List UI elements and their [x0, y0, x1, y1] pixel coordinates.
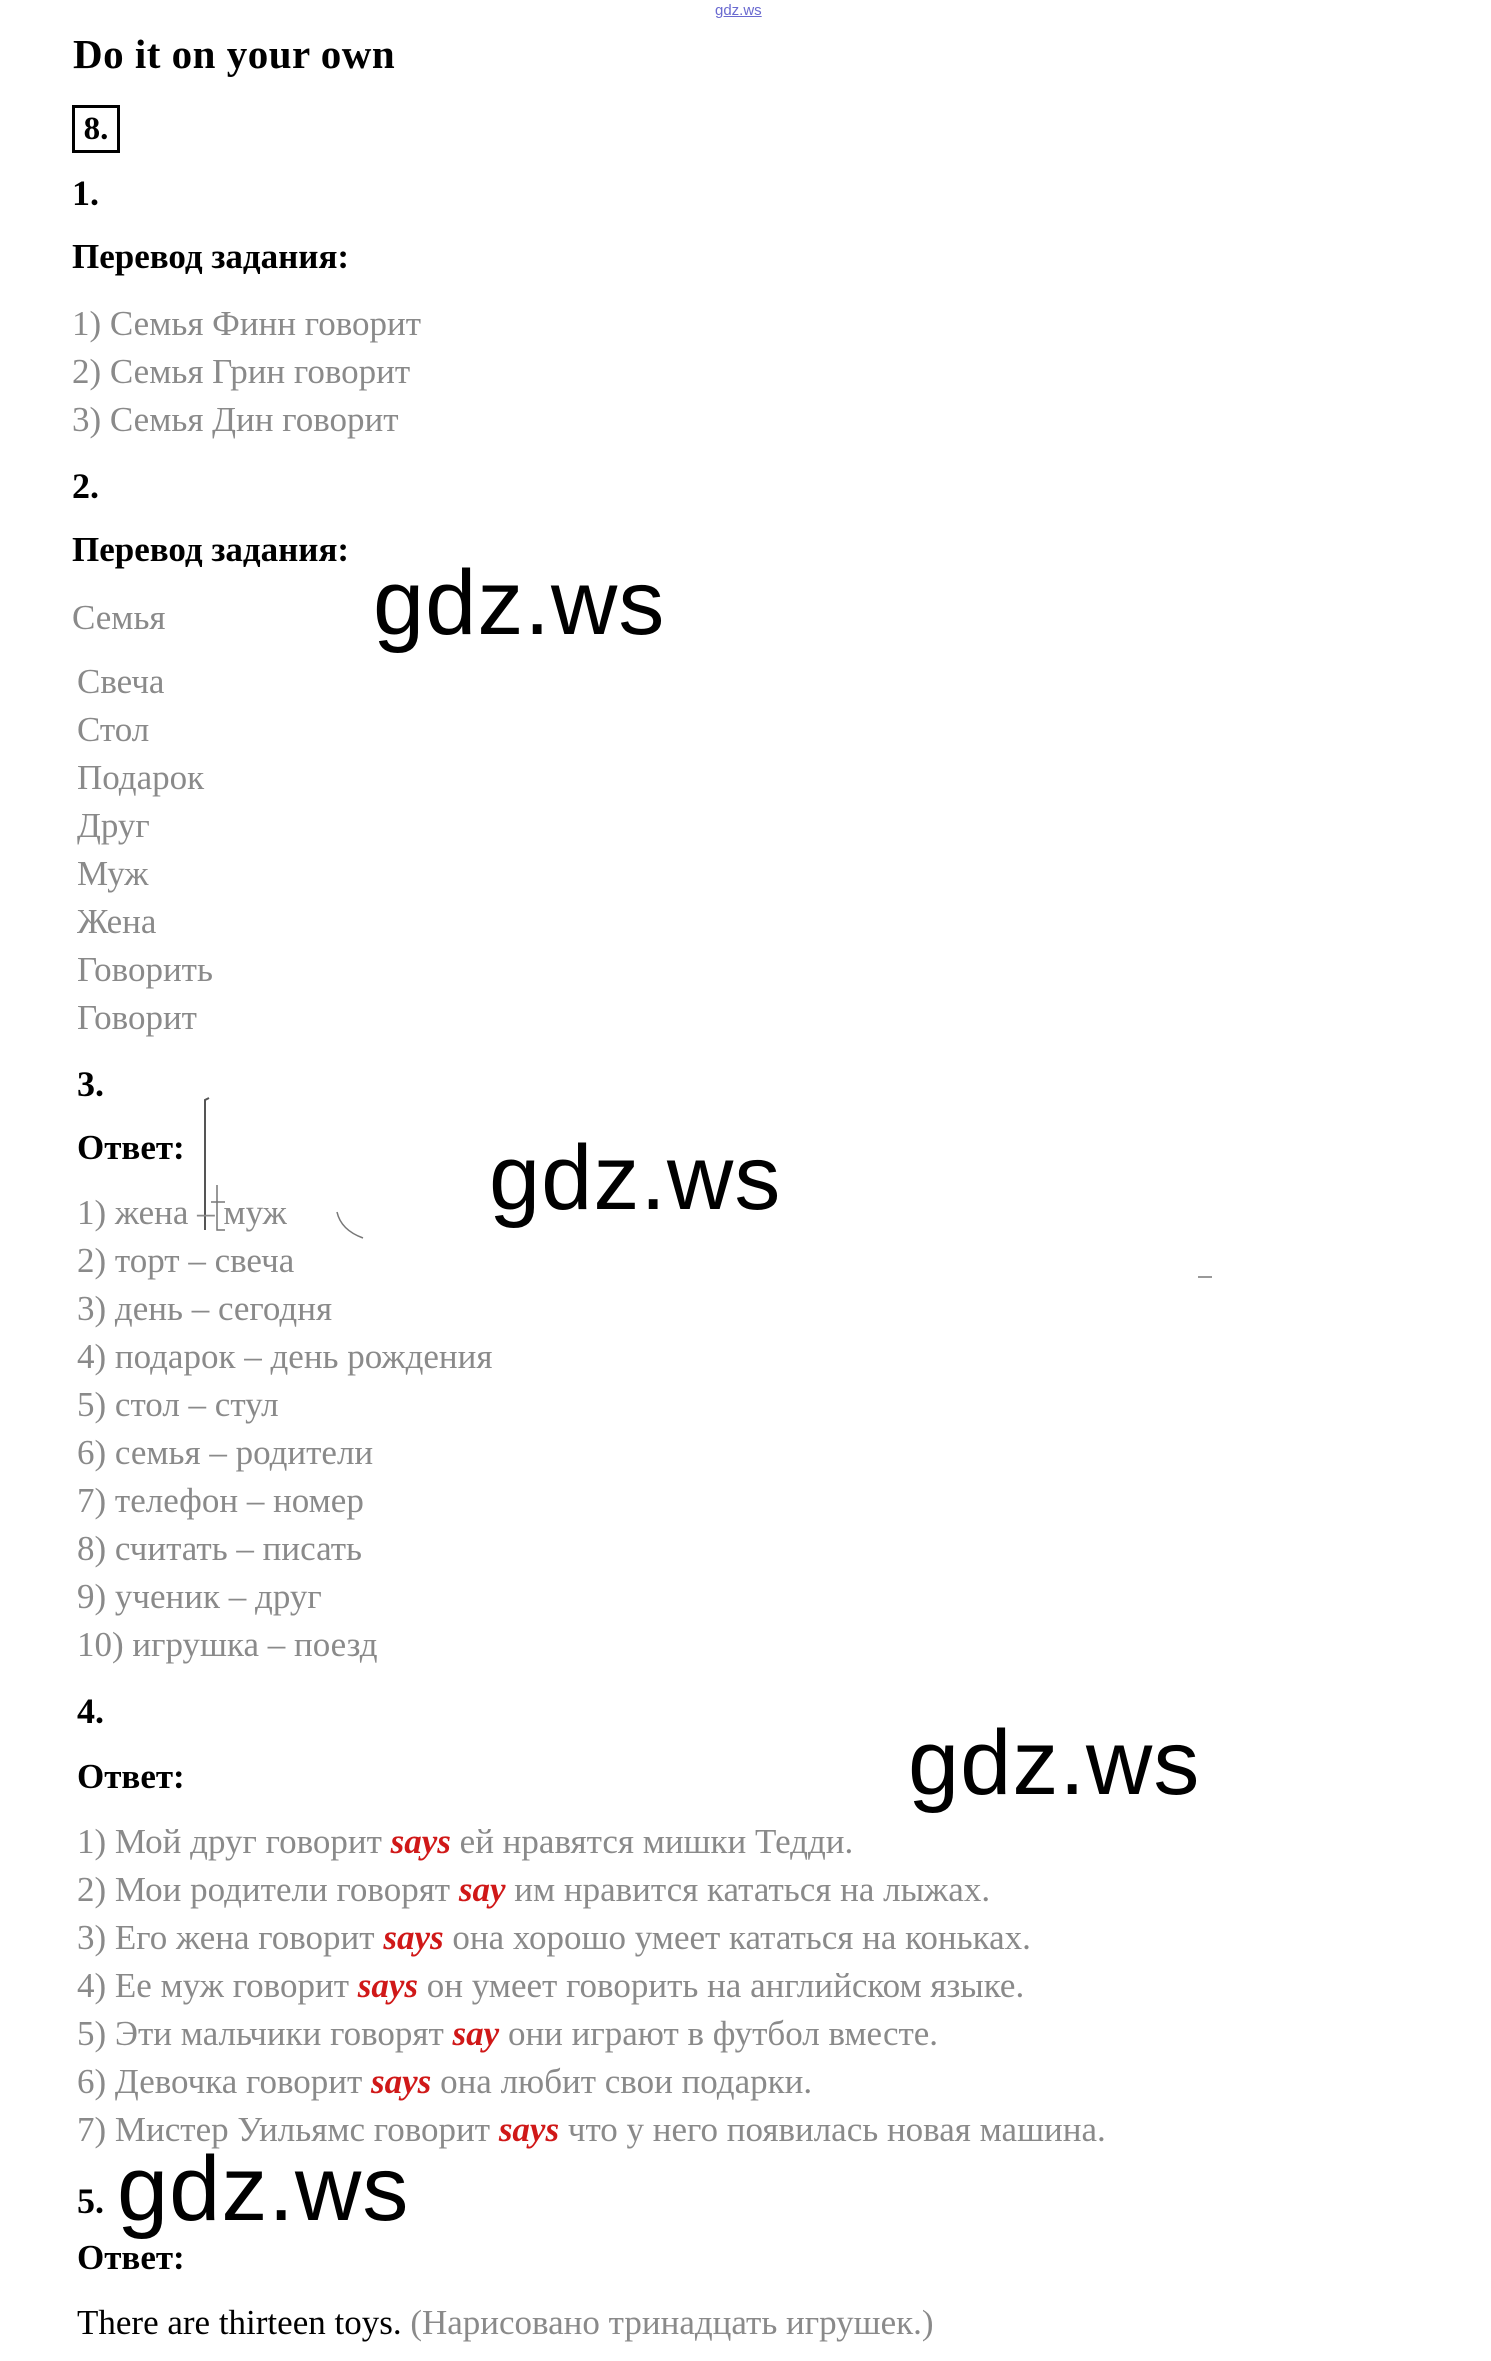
list-item: 6) Девочка говорит says она любит свои подарки. — [77, 2062, 813, 2101]
list-item: Семья — [72, 598, 166, 637]
list-item: 1) Семья Финн говорит — [72, 304, 422, 343]
list-item: 9) ученик – друг — [77, 1577, 322, 1616]
list-item: Друг — [77, 806, 150, 845]
highlighted-word: says — [498, 2110, 560, 2149]
list-item: 1) Мой друг говорит says ей нравятся мишки Тедди. — [77, 1822, 854, 1861]
divider — [1198, 1276, 1212, 1278]
list-item: Подарок — [77, 758, 205, 797]
list-item: Свеча — [77, 662, 165, 701]
section-3-heading: Ответ: — [77, 1128, 185, 1167]
list-item: 5) стол – стул — [77, 1385, 279, 1424]
list-item: 3) Его жена говорит says она хорошо умеет кататься на коньках. — [77, 1918, 1031, 1957]
section-1-heading: Перевод задания: — [72, 237, 350, 276]
section-4-heading: Ответ: — [77, 1757, 185, 1796]
list-item: Говорит — [77, 998, 197, 1037]
list-item: Говорить — [77, 950, 213, 989]
list-item: 7) телефон – номер — [77, 1481, 364, 1520]
list-item: 10) игрушка – поезд — [77, 1625, 378, 1664]
header-watermark-link: gdz.ws — [715, 2, 762, 19]
highlighted-word: says — [390, 1822, 451, 1861]
list-item: 2) Семья Грин говорит — [72, 352, 411, 391]
watermark-text: gdz.ws — [908, 1712, 1201, 1814]
list-item: 7) Мистер Уильямс говорит says что у него появилась новая машина. — [77, 2110, 1106, 2149]
page-title: Do it on your own — [73, 31, 396, 77]
answer-english: There are thirteen toys. — [77, 2303, 402, 2342]
list-item: 6) семья – родители — [77, 1433, 374, 1472]
list-item: Стол — [77, 710, 150, 749]
highlighted-word: says — [357, 1966, 419, 2005]
section-2-heading: Перевод задания: — [72, 530, 350, 569]
section-2-number: 2. — [72, 466, 99, 506]
highlighted-word: says — [383, 1918, 444, 1957]
list-item: 2) торт – свеча — [77, 1241, 295, 1280]
highlighted-word: says — [371, 2062, 432, 2101]
list-item: 3) Семья Дин говорит — [72, 400, 399, 439]
list-item: Муж — [77, 854, 149, 893]
watermark-text: gdz.ws — [489, 1127, 782, 1229]
list-item: 8) считать – писать — [77, 1529, 362, 1568]
section-1-number: 1. — [72, 173, 99, 213]
section-3-number: 3. — [77, 1064, 104, 1104]
section-5-heading: Ответ: — [77, 2238, 185, 2277]
answer-translation: (Нарисовано тринадцать игрушек.) — [401, 2303, 934, 2342]
list-item: 2) Мои родители говорят say им нравится кататься на лыжах. — [77, 1870, 991, 1909]
exercise-number-box: 8. — [72, 105, 120, 153]
list-item: 1) жена – муж — [77, 1193, 287, 1232]
watermark-text: gdz.ws — [117, 2138, 410, 2240]
list-item: 3) день – сегодня — [77, 1289, 333, 1328]
section-5-number: 5. — [77, 2181, 104, 2221]
highlighted-word: say — [458, 1870, 506, 1909]
list-item: Жена — [77, 902, 157, 941]
section-4-number: 4. — [77, 1691, 104, 1731]
answer-line — [77, 2303, 934, 2343]
list-item: 4) подарок – день рождения — [77, 1337, 493, 1376]
watermark-text: gdz.ws — [373, 552, 666, 654]
highlighted-word: say — [452, 2014, 500, 2053]
list-item: 5) Эти мальчики говорят say они играют в футбол вместе. — [77, 2014, 939, 2053]
list-item: 4) Ее муж говорит says он умеет говорить на английском языке. — [77, 1966, 1025, 2005]
